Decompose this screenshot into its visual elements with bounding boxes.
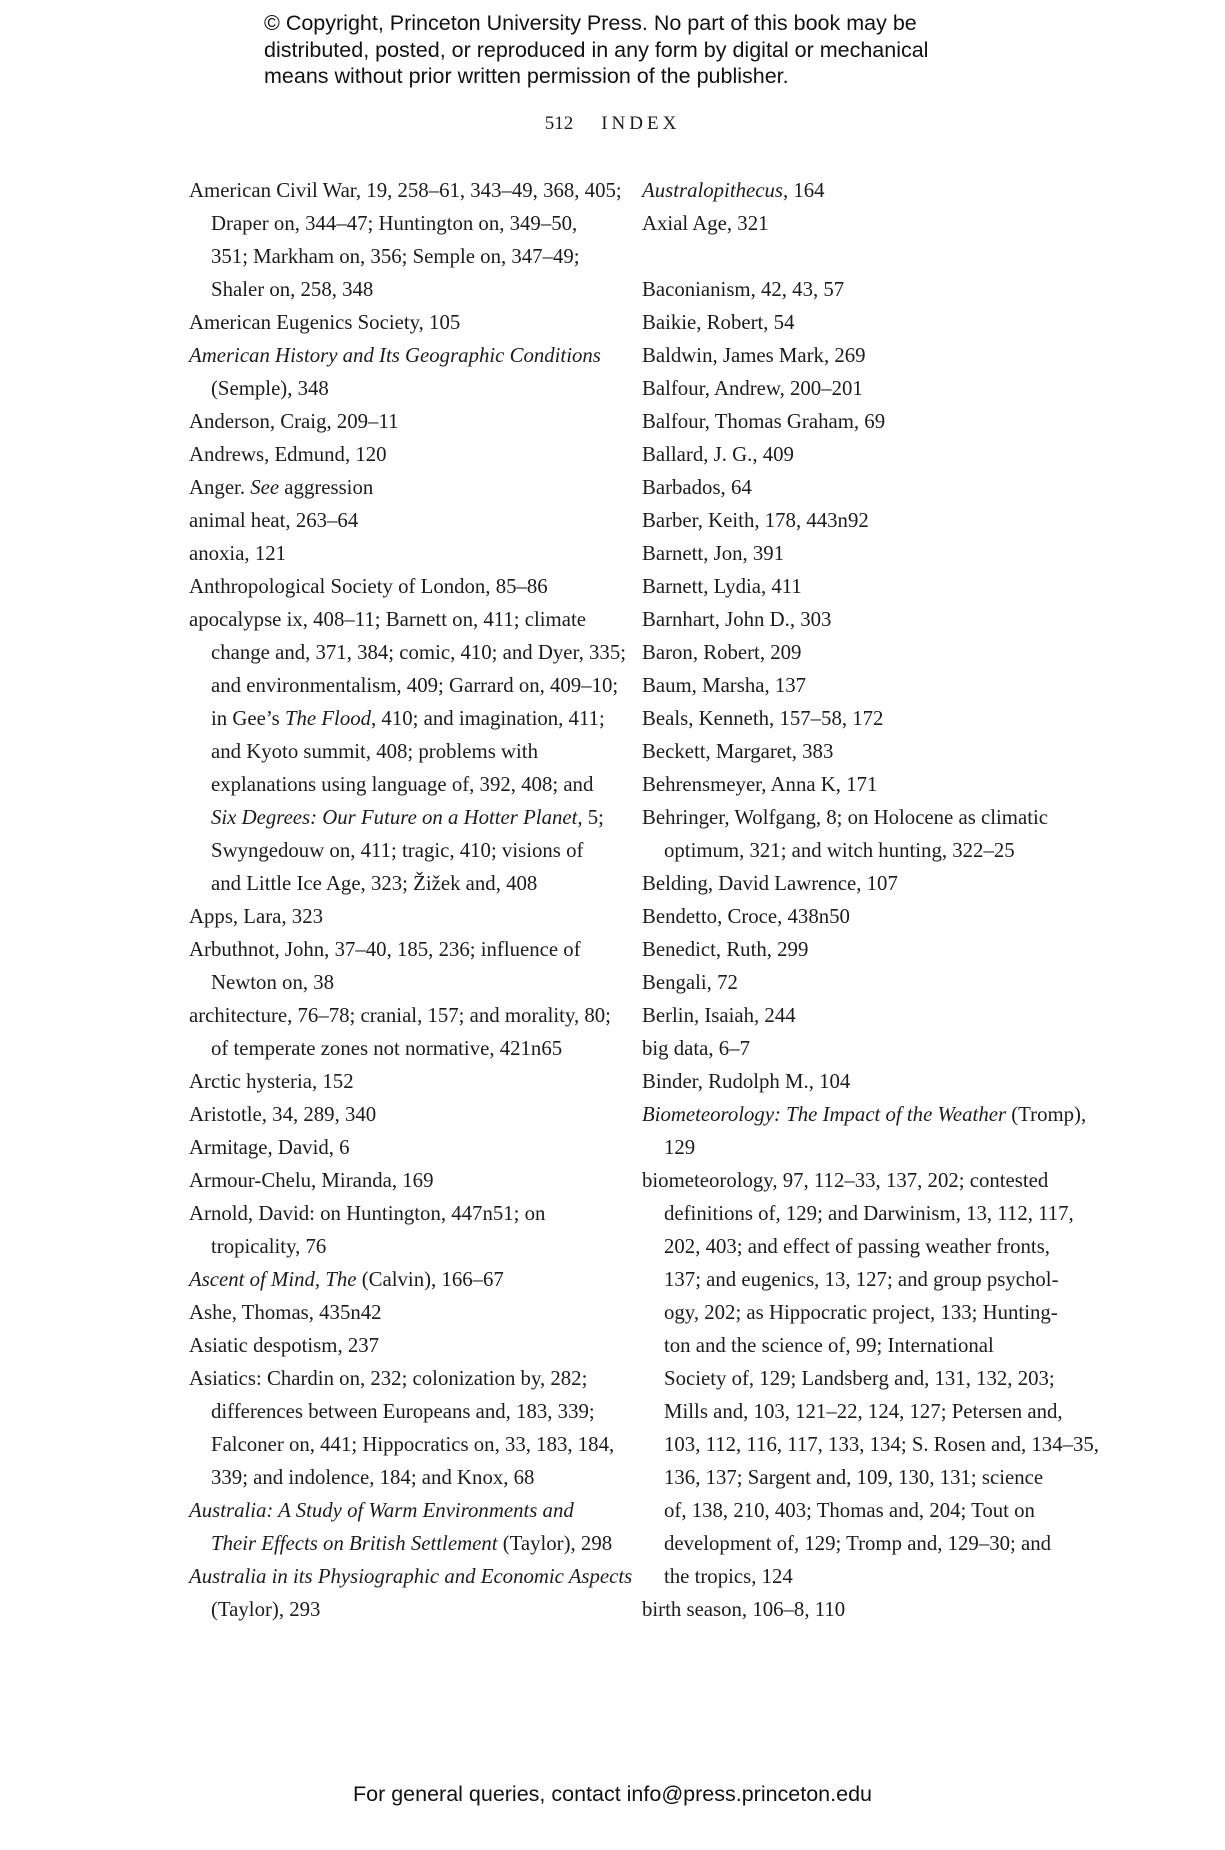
index-text: , 164 [782,179,825,202]
index-text: Draper on, 344–47; Huntington on, 349–50, [211,212,578,235]
index-subline [189,240,609,273]
index-subline [642,1362,1062,1395]
index-subline [189,273,609,306]
index-text: Arctic hysteria, 152 [189,1070,354,1093]
index-entry [189,1131,609,1164]
index-text: Beals, Kenneth, 157–58, 172 [642,707,884,730]
index-subline [642,1329,1062,1362]
index-text: Society of, 129; Landsberg and, 131, 132, 203; [664,1367,1055,1390]
index-text: optimum, 321; and witch hunting, 322–25 [664,839,1015,862]
index-text: (Semple), 348 [211,377,329,400]
index-text: differences between Europeans and, 183, 339; [211,1400,595,1423]
index-subline [189,669,619,702]
index-subline [642,1230,1062,1263]
index-text: 351; Markham on, 356; Semple on, 347–49; [211,245,580,268]
index-text: Balfour, Thomas Graham, 69 [642,410,886,433]
index-text: Baconianism, 42, 43, 57 [642,278,845,301]
running-title: INDEX [601,113,681,134]
index-entry [642,174,1062,207]
index-text: and environmentalism, 409; Garrard on, 409–10; [211,674,619,697]
index-entry [189,1329,609,1362]
index-text: Baikie, Robert, 54 [642,311,795,334]
copyright-notice [264,10,1024,90]
index-text: Mills and, 103, 121–22, 124, 127; Petersen and, [664,1400,1063,1423]
index-text: Bengali, 72 [642,971,738,994]
index-text: Berlin, Isaiah, 244 [642,1004,796,1027]
index-text: Barnett, Lydia, 411 [642,575,802,598]
index-entry [189,306,609,339]
index-text: Binder, Rudolph M., 104 [642,1070,851,1093]
index-subline [189,1461,609,1494]
index-subline [642,834,1062,867]
index-entry [642,306,1062,339]
index-text: 137; and eugenics, 13, 127; and group psychol- [664,1268,1059,1291]
index-text: (Tromp), [1006,1103,1087,1126]
index-entry [189,339,609,372]
index-entry [642,636,1062,669]
index-entry [189,900,609,933]
index-entry [642,339,1062,372]
index-text: Anthropological Society of London, 85–86 [189,575,548,598]
index-subline [189,1593,609,1626]
index-entry [642,1593,1062,1626]
index-text: the tropics, 124 [664,1565,793,1588]
index-text: Baron, Robert, 209 [642,641,802,664]
index-entry [642,669,1062,702]
index-subline [189,702,609,735]
index-subline [642,1131,1062,1164]
index-entry [189,570,609,603]
index-text-italic: American History and Its Geographic Conditions [189,344,601,367]
index-text: Balfour, Andrew, 200–201 [642,377,863,400]
index-subline [189,966,609,999]
index-entry [189,1164,609,1197]
index-text-italic: Australopithecus [642,179,783,202]
index-text: biometeorology, 97, 112–33, 137, 202; contested [642,1169,1049,1192]
index-text: Barnett, Jon, 391 [642,542,785,565]
index-subline [642,1296,1062,1329]
index-text: 136, 137; Sargent and, 109, 130, 131; science [664,1466,1044,1489]
index-subline [189,207,609,240]
index-text: birth season, 106–8, 110 [642,1598,846,1621]
index-subline [189,768,609,801]
index-entry [189,1263,609,1296]
index-entry [189,438,609,471]
index-text: Behringer, Wolfgang, 8; on Holocene as climatic [642,806,1048,829]
index-text: definitions of, 129; and Darwinism, 13, 112, 117, [664,1202,1074,1225]
index-entry [189,1560,633,1593]
index-entry [642,966,1062,999]
index-entry [189,1494,609,1527]
index-text: anoxia, 121 [189,542,287,565]
footer-contact: For general queries, contact info@press.princeton.edu [352,1782,872,1806]
index-text: Benedict, Ruth, 299 [642,938,809,961]
index-text: tropicality, 76 [211,1235,327,1258]
index-text: Baum, Marsha, 137 [642,674,807,697]
index-subline [189,834,609,867]
index-text: Bendetto, Croce, 438n50 [642,905,850,928]
index-text: Belding, David Lawrence, 107 [642,872,898,895]
index-entry [642,603,1062,636]
index-text-italic: Their Effects on British Settlement [211,1532,498,1555]
index-entry [642,273,1062,306]
index-entry [189,933,609,966]
index-text: explanations using language of, 392, 408; and [211,773,594,796]
index-text: Ashe, Thomas, 435n42 [189,1301,382,1324]
index-text-italic: Biometeorology: The Impact of the Weather [642,1103,1007,1126]
index-text: architecture, 76–78; cranial, 157; and morality, 80; [189,1004,611,1027]
index-text: Anger. [189,476,251,499]
index-subline [642,1197,1074,1230]
index-text: Arbuthnot, John, 37–40, 185, 236; influence of [189,938,581,961]
index-text: American Civil War, 19, 258–61, 343–49, 368, 405; [189,179,622,202]
index-entry [642,1032,1062,1065]
index-entry [189,537,609,570]
index-entry [642,900,1062,933]
index-text: Axial Age, 321 [642,212,769,235]
index-text: Barnhart, John D., 303 [642,608,832,631]
index-entry [642,537,1062,570]
index-entry [189,1296,609,1329]
index-column-right [642,174,1099,1626]
index-text: of, 138, 210, 403; Thomas and, 204; Tout on [664,1499,1035,1522]
index-text: ogy, 202; as Hippocratic project, 133; Hunting- [664,1301,1058,1324]
index-subline [189,1428,615,1461]
index-subline [642,1395,1062,1428]
index-text: (Taylor), 293 [211,1598,321,1621]
index-entry [642,438,1062,471]
index-text: of temperate zones not normative, 421n65 [211,1037,563,1060]
index-text: change and, 371, 384; comic, 410; and Dyer, 335; [211,641,627,664]
copyright-line: © Copyright, Princeton University Press. No part of this book may be [264,11,917,35]
index-subline [189,372,609,405]
index-subline [189,1230,609,1263]
index-text: and Little Ice Age, 323; Žižek and, 408 [211,872,538,895]
index-entry [189,471,609,504]
index-entry [642,702,1062,735]
index-spacer [642,240,1062,273]
index-text: Andrews, Edmund, 120 [189,443,387,466]
index-text-italic: See [250,476,280,499]
index-subline [189,636,627,669]
index-text: 339; and indolence, 184; and Knox, 68 [211,1466,535,1489]
index-text: Armitage, David, 6 [189,1136,350,1159]
index-entry [642,801,1062,834]
index-text: Aristotle, 34, 289, 340 [189,1103,377,1126]
index-text-italic: Six Degrees: Our Future on a Hotter Planet [211,806,578,829]
index-text: Shaler on, 258, 348 [211,278,374,301]
index-subline [189,1527,613,1560]
index-subline [642,1527,1062,1560]
index-entry [189,1065,609,1098]
copyright-line: means without prior written permission of the publisher. [264,64,789,88]
index-text: American Eugenics Society, 105 [189,311,461,334]
index-text: and Kyoto summit, 408; problems with [211,740,538,763]
index-text-italic: Australia in its Physiographic and Economic Aspects [189,1565,633,1588]
index-text: Anderson, Craig, 209–11 [189,410,399,433]
index-text: Beckett, Margaret, 383 [642,740,834,763]
index-entry [189,1197,609,1230]
index-text: Asiatics: Chardin on, 232; colonization by, 282; [189,1367,588,1390]
index-text: big data, 6–7 [642,1037,751,1060]
index-entry [642,1065,1062,1098]
index-entry [642,999,1062,1032]
index-entry [642,570,1062,603]
running-head [0,113,1225,135]
index-text: ton and the science of, 99; International [664,1334,994,1357]
index-text-italic: Australia: A Study of Warm Environments and [189,1499,574,1522]
index-subline [189,1032,609,1065]
index-text: Barbados, 64 [642,476,752,499]
index-text-italic: The Flood [284,707,372,730]
index-text: 129 [664,1136,696,1159]
index-text: Behrensmeyer, Anna K, 171 [642,773,878,796]
page-number: 512 [544,113,574,134]
index-text: Asiatic despotism, 237 [189,1334,380,1357]
index-text: Barber, Keith, 178, 443n92 [642,509,869,532]
index-subline [642,1428,1099,1461]
index-entry [642,1098,1087,1131]
index-text: development of, 129; Tromp and, 129–30; and [664,1532,1052,1555]
index-text: (Calvin), 166–67 [356,1268,504,1291]
index-text: aggression [279,476,374,499]
index-text: Newton on, 38 [211,971,335,994]
index-entry [642,768,1062,801]
index-subline [189,1395,609,1428]
index-text: 202, 403; and effect of passing weather fronts, [664,1235,1050,1258]
index-entry [189,405,609,438]
index-entry [642,735,1062,768]
index-text: Apps, Lara, 323 [189,905,323,928]
index-subline [642,1461,1062,1494]
index-entry [189,603,609,636]
index-subline [189,735,609,768]
index-entry [642,405,1062,438]
index-text: Arnold, David: on Huntington, 447n51; on [189,1202,546,1225]
index-entry [642,207,1062,240]
index-entry [642,504,1062,537]
index-entry [642,867,1062,900]
index-text: Falconer on, 441; Hippocratics on, 33, 183, 184, [211,1433,615,1456]
index-entry [642,372,1062,405]
index-text-italic: Ascent of Mind, The [189,1268,357,1291]
index-subline [189,867,609,900]
index-entry [189,174,622,207]
index-entry [189,1098,609,1131]
index-column-left [189,174,633,1626]
index-entry [189,1362,609,1395]
index-subline [642,1494,1062,1527]
index-text: Swyngedouw on, 411; tragic, 410; visions of [211,839,584,862]
index-entry [189,504,609,537]
index-entry [189,999,609,1032]
index-subline [642,1263,1062,1296]
index-entry [642,471,1062,504]
index-entry [642,933,1062,966]
copyright-line: distributed, posted, or reproduced in any form by digital or mechanical [264,37,929,62]
index-text: 103, 112, 116, 117, 133, 134; S. Rosen and, 134–35, [664,1433,1099,1456]
index-text: Baldwin, James Mark, 269 [642,344,866,367]
index-text: (Taylor), 298 [497,1532,613,1555]
index-subline [642,1560,1062,1593]
index-text: animal heat, 263–64 [189,509,359,532]
index-text: Ballard, J. G., 409 [642,443,794,466]
index-text: in Gee’s [211,707,285,730]
index-entry [642,1164,1062,1197]
index-text: , 410; and imagination, 411; [371,707,605,730]
index-text: Armour-Chelu, Miranda, 169 [189,1169,434,1192]
index-text: , 5; [577,806,604,829]
index-subline [189,801,609,834]
index-text: apocalypse ix, 408–11; Barnett on, 411; climate [189,608,586,631]
